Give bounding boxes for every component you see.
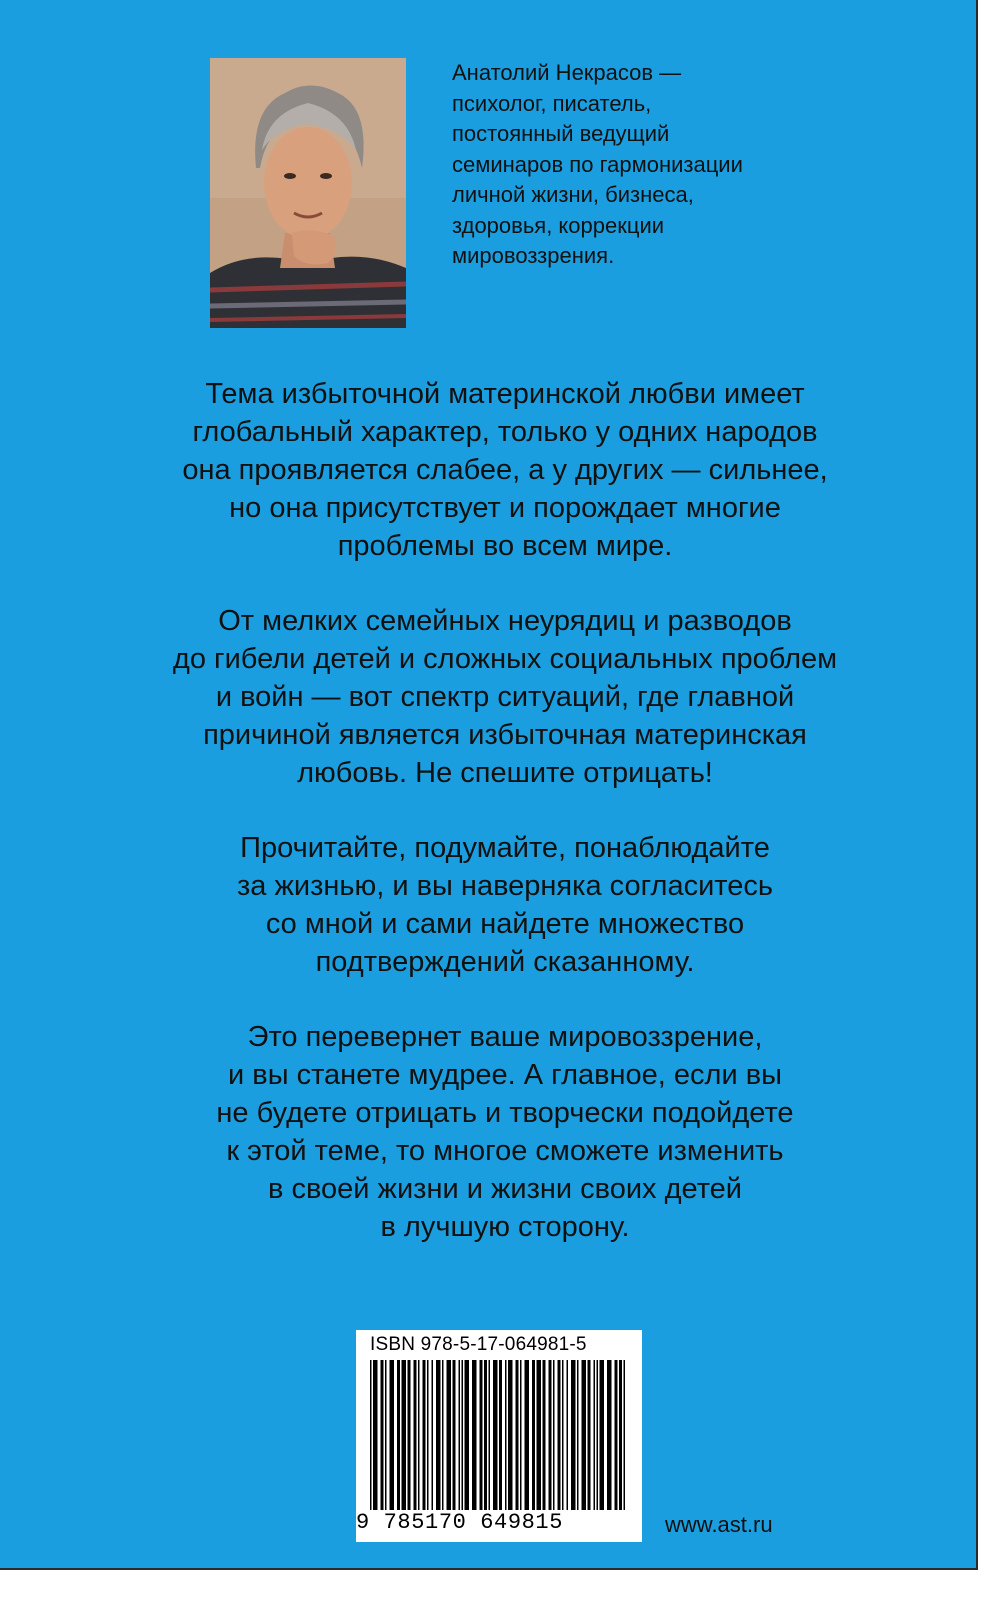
description-line: От мелких семейных неурядиц и разводов	[218, 605, 792, 637]
author-bio-line: личной жизни, бизнеса,	[452, 182, 694, 207]
barcode-bars-icon	[368, 1360, 630, 1520]
barcode-digits: 9 785170 649815	[356, 1510, 564, 1535]
description-line: подтверждений сказанному.	[315, 946, 695, 978]
book-description	[70, 375, 940, 1283]
description-line: со мной и сами найдете множество	[265, 908, 745, 940]
publisher-website: www.ast.ru	[665, 1512, 773, 1537]
description-line: в лучшую сторону.	[380, 1211, 630, 1243]
description-paragraph	[70, 1018, 940, 1246]
description-line: она проявляется слабее, а у других — сильнее,	[182, 454, 828, 486]
description-paragraph	[70, 829, 940, 981]
author-bio-line: Анатолий Некрасов —	[452, 60, 682, 85]
author-bio-line: семинаров по гармонизации	[452, 151, 743, 177]
description-line: к этой теме, то многое сможете изменить	[226, 1135, 784, 1167]
description-line: любовь. Не спешите отрицать!	[297, 757, 713, 789]
author-portrait-image	[210, 58, 406, 328]
author-bio-line: постоянный ведущий	[452, 121, 670, 146]
description-line: проблемы во всем мире.	[337, 530, 673, 562]
description-line: глобальный характер, только у одних народов	[192, 416, 818, 448]
author-bio-line: здоровья, коррекции	[452, 212, 665, 238]
description-line: за жизнью, и вы наверняка согласитесь	[237, 870, 773, 902]
description-line: Прочитайте, подумайте, понаблюдайте	[240, 832, 770, 864]
author-bio	[452, 58, 852, 272]
author-bio-line: мировоззрения.	[452, 243, 615, 268]
description-line: Это перевернет ваше мировоззрение,	[247, 1021, 763, 1053]
description-paragraph	[70, 375, 940, 565]
description-paragraph	[70, 602, 940, 792]
description-line: в своей жизни и жизни своих детей	[268, 1173, 742, 1205]
description-line: и вы станете мудрее. А главное, если вы	[228, 1059, 782, 1091]
isbn-label: ISBN 978-5-17-064981-5	[370, 1334, 587, 1355]
author-photo	[210, 58, 406, 328]
description-line: Тема избыточной материнской любви имеет	[205, 378, 805, 410]
isbn-barcode	[356, 1330, 642, 1542]
description-line: но она присутствует и порождает многие	[229, 492, 781, 524]
description-line: не будете отрицать и творчески подойдете	[216, 1097, 794, 1129]
description-line: и войн — вот спектр ситуаций, где главной	[215, 681, 795, 713]
description-line: причиной является избыточная материнская	[203, 719, 807, 751]
description-line: до гибели детей и сложных социальных проблем	[172, 643, 838, 675]
author-bio-line: психолог, писатель,	[452, 90, 652, 116]
